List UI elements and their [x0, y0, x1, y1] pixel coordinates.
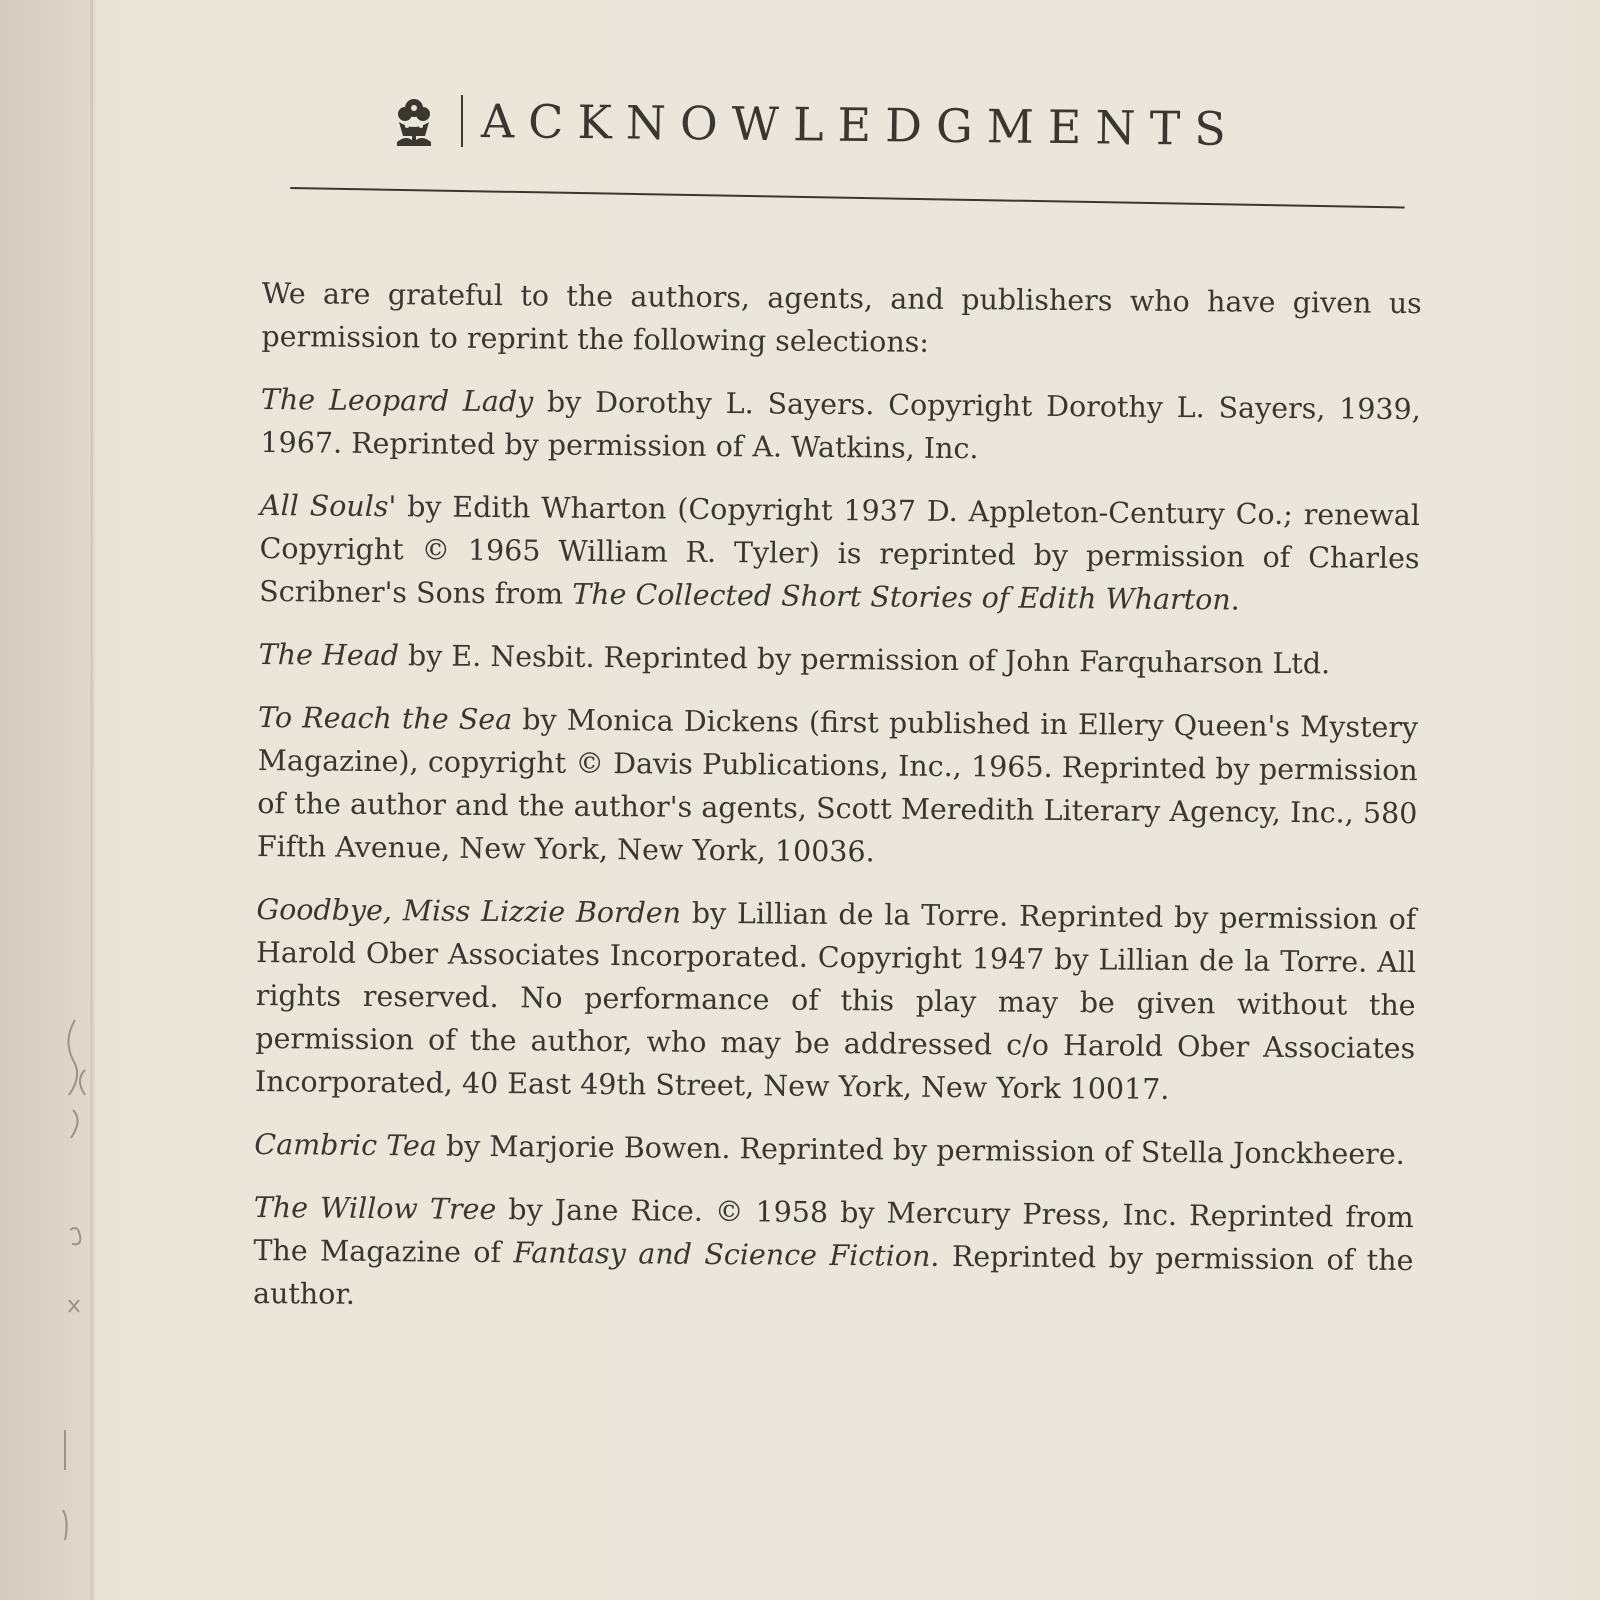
entry-text: by Monica Dickens (first published in Ellery Queen's Mystery Magazine), copyright © Davis Publications, Inc., 1965. Reprinted by permission of the author and the author's agents, Scott Meredith Literary Agency, Inc., 580 Fifth Avenue, New York, New York, 10036. — [256, 703, 1419, 869]
page-title: ACKNOWLEDGMENTS — [480, 94, 1241, 156]
entry-title: The Willow Tree — [253, 1190, 497, 1227]
entry-title: The Head — [258, 637, 400, 673]
entry-source-title: Fantasy and Science Fiction — [513, 1236, 931, 1273]
entry-paragraph — [258, 633, 1418, 686]
heading-divider — [461, 95, 463, 147]
entry-text: by Marjorie Bowen. Reprinted by permission of Stella Jonckheere. — [436, 1129, 1405, 1172]
rose-emblem-icon — [385, 92, 443, 150]
entry-title: To Reach the Sea — [257, 700, 513, 737]
entry-title: Goodbye, Miss Lizzie Borden — [256, 892, 682, 930]
entry-title: The Leopard Lady — [260, 382, 534, 419]
entry-paragraph — [254, 1123, 1414, 1176]
entry-text-end: . Reprinted by permission of the author. — [252, 1239, 1414, 1311]
entry-text: by E. Nesbit. Reprinted by permission of John Farquharson Ltd. — [398, 639, 1331, 681]
intro-paragraph: We are grateful to the authors, agents, and publishers who have given us permission to reprint the following selections: — [261, 276, 1422, 359]
acknowledgments-body — [253, 272, 1422, 1345]
heading-rule — [290, 187, 1405, 208]
entry-text: by Edith Wharton (Copyright 1937 D. Appleton-Century Co.; renewal Copyright © 1965 William R. Tyler) is reprinted by permission of Charles Scribner's Sons from — [259, 490, 1421, 611]
entry-source-title: The Collected Short Stories of Edith Wharton — [572, 577, 1231, 617]
entry-paragraph — [260, 378, 1421, 474]
entry-text: by Lillian de la Torre. Reprinted by permission of Harold Ober Associates Incorporated. Copyright 1947 by Lillian de la Torre. All rights reserved. No performance of this play may be given without the permission of the author, who may be addressed c/o Harold Ober Associates Incorporated, 40 East 49th Street, New York, New York 10017. — [254, 896, 1417, 1106]
entry-paragraph — [257, 696, 1418, 878]
entry-paragraph — [253, 1186, 1414, 1325]
entry-title: All Souls' — [259, 488, 397, 524]
entry-paragraph — [259, 484, 1420, 623]
entry-paragraph — [255, 888, 1417, 1113]
entry-text: by Dorothy L. Sayers. Copyright Dorothy L. Sayers, 1939, 1967. Reprinted by permission of A. Watkins, Inc. — [260, 385, 1421, 466]
pencil-marginalia — [55, 1010, 115, 1570]
heading-row — [385, 92, 1241, 156]
entry-text-end: . — [1230, 583, 1240, 617]
entry-text: by Jane Rice. © 1958 by Mercury Press, Inc. Reprinted from The Magazine of — [253, 1193, 1414, 1270]
entry-title: Cambric Tea — [254, 1127, 438, 1163]
